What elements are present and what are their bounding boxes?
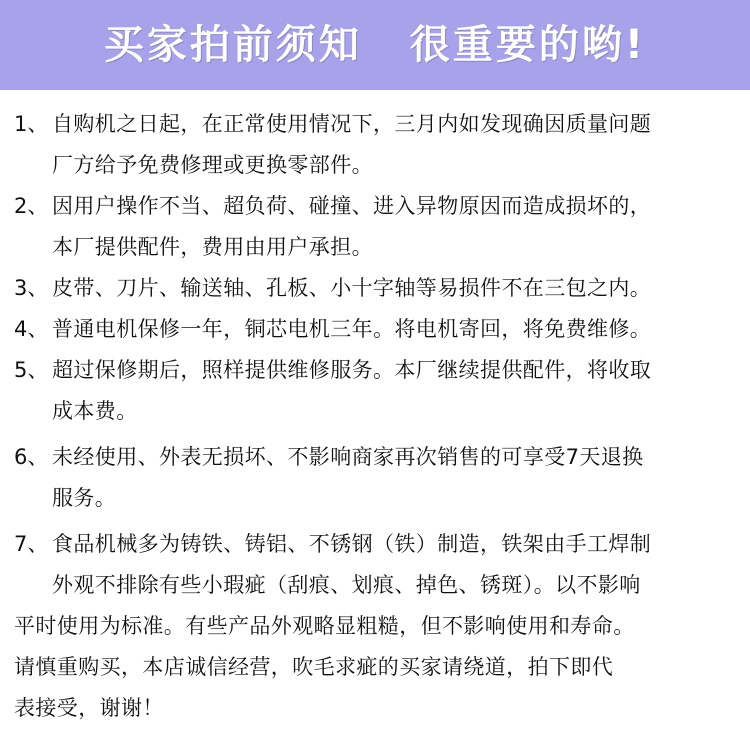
notice-line: 食品机械多为铸铁、铸铝、不锈钢（铁）制造，铁架由手工焊制 [52, 532, 652, 556]
notice-item-7 [0, 524, 750, 729]
notice-number: 7、 [14, 532, 49, 556]
notice-line: 本厂提供配件，费用由用户承担。 [52, 235, 373, 259]
notice-line: 表接受，谢谢！ [14, 696, 164, 720]
banner-title [104, 0, 646, 90]
notice-line: 平时使用为标准。有些产品外观略显粗糙，但不影响使用和寿命。 [14, 614, 635, 638]
notice-number: 3、 [14, 276, 49, 300]
notice-list [0, 100, 750, 729]
notice-line: 普通电机保修一年，铜芯电机三年。将电机寄回，将免费维修。 [52, 317, 652, 341]
notice-line: 请慎重购买，本店诚信经营，吹毛求疵的买家请绕道，拍下即代 [14, 655, 614, 679]
notice-number: 6、 [14, 445, 49, 469]
notice-item-4 [0, 309, 750, 350]
notice-item-6 [0, 437, 750, 519]
banner-title-right: 很重要的哟! [409, 22, 647, 68]
notice-line: 皮带、刀片、输送轴、孔板、小十字轴等易损件不在三包之内。 [52, 276, 652, 300]
notice-line: 因用户操作不当、超负荷、碰撞、进入异物原因而造成损坏的， [52, 194, 652, 218]
notice-line: 超过保修期后，照样提供维修服务。本厂继续提供配件，将收取 [52, 358, 652, 382]
notice-line: 厂方给予免费修理或更换零部件。 [52, 153, 373, 177]
notice-item-3 [0, 268, 750, 309]
header-banner [0, 0, 750, 90]
notice-line: 服务。 [52, 486, 117, 510]
banner-title-left: 买家拍前须知 [103, 22, 362, 68]
notice-number: 4、 [14, 317, 49, 341]
notice-line: 未经使用、外表无损坏、不影响商家再次销售的可享受7天退换 [52, 445, 644, 469]
notice-number: 2、 [14, 194, 49, 218]
notice-line: 自购机之日起，在正常使用情况下，三月内如发现确因质量问题 [52, 112, 652, 136]
notice-line: 外观不排除有些小瑕疵（刮痕、划痕、掉色、锈斑）。以不影响 [52, 573, 641, 597]
notice-item-1 [0, 104, 750, 186]
notice-number: 1、 [14, 112, 49, 136]
notice-item-2 [0, 186, 750, 268]
notice-number: 5、 [14, 358, 49, 382]
notice-item-5 [0, 350, 750, 432]
notice-line: 成本费。 [52, 399, 138, 423]
